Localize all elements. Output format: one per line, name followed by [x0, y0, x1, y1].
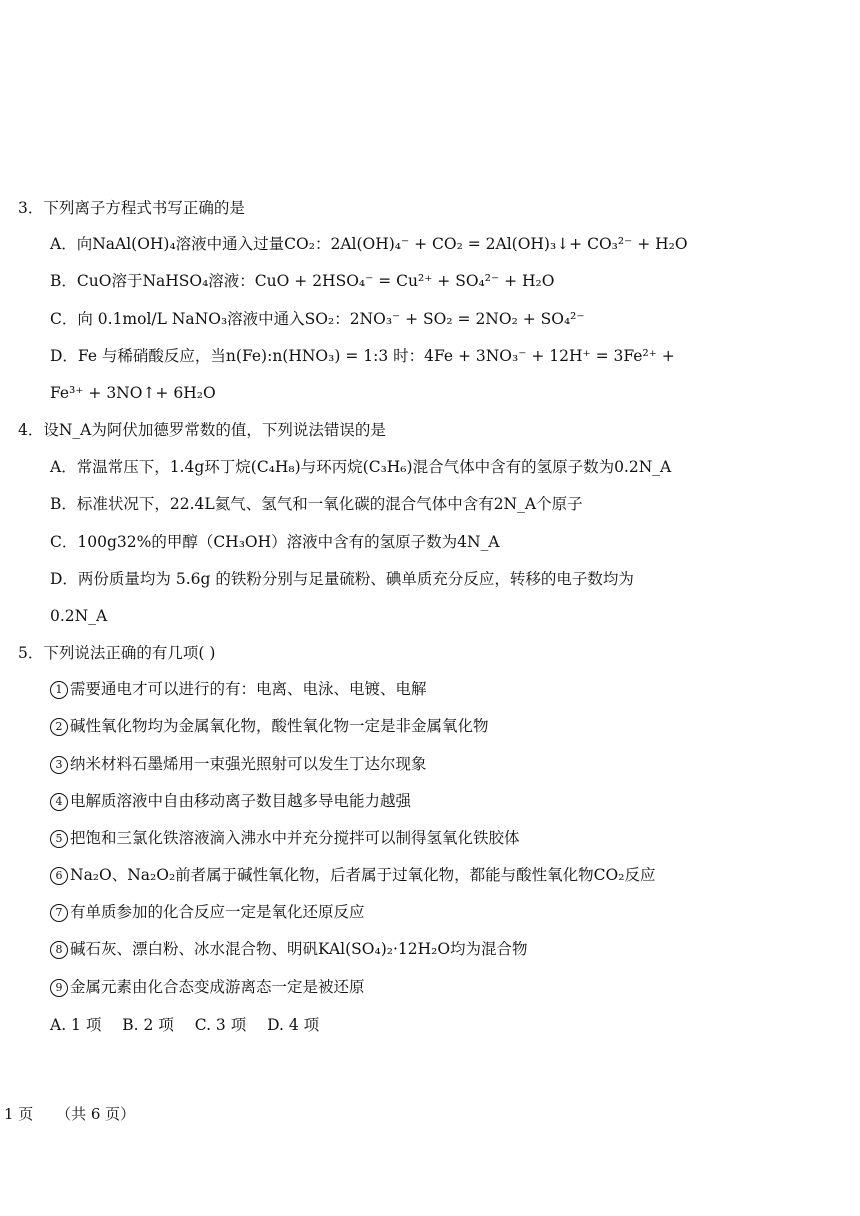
statement-4: [50, 789, 411, 813]
statement-6: [50, 863, 655, 887]
page-footer: [4, 1103, 153, 1124]
question-3-option-d-continued: Fe³⁺ + 3NO↑+ 6H₂O: [50, 384, 216, 402]
question-3-option-a: A．向NaAl(OH)₄溶液中通入过量CO₂：2Al(OH)₄⁻ + CO₂ = 2Al(OH)₃↓+ CO₃²⁻ + H₂O: [50, 235, 688, 253]
statement-5: [50, 826, 520, 850]
question-3-option-c: C．向 0.1mol/L NaNO₃溶液中通入SO₂：2NO₃⁻ + SO₂ = 2NO₂ + SO₄²⁻: [50, 310, 585, 328]
question-4-option-c: C．100g32%的甲醇（CH₃OH）溶液中含有的氢原子数为4N_A: [50, 533, 500, 551]
question-5-stem: 5．下列说法正确的有几项( ): [18, 644, 216, 662]
question-5-choices: [50, 1013, 335, 1037]
statement-9: [50, 975, 365, 999]
question-3-stem: 3．下列离子方程式书写正确的是: [18, 199, 245, 217]
choice-a: A. 1 项: [50, 1016, 102, 1034]
statement-number: 1: [50, 681, 68, 699]
statement-7: [50, 900, 365, 924]
statement-text: Na₂O、Na₂O₂前者属于碱性氧化物，后者属于过氧化物，都能与酸性氧化物CO₂反应: [70, 866, 656, 884]
question-3-option-d: D．Fe 与稀硝酸反应，当n(Fe):n(HNO₃) = 1:3 时：4Fe + 3NO₃⁻ + 12H⁺ = 3Fe²⁺ +: [50, 347, 675, 365]
statement-number: 7: [50, 904, 68, 922]
question-4-option-a: A．常温常压下，1.4g环丁烷(C₄H₈)与环丙烷(C₃H₆)混合气体中含有的氢原子数为0.2N_A: [50, 458, 672, 476]
statement-number: 4: [50, 793, 68, 811]
statement-text: 有单质参加的化合反应一定是氧化还原反应: [70, 903, 365, 921]
statement-number: 6: [50, 867, 68, 885]
statement-text: 金属元素由化合态变成游离态一定是被还原: [70, 978, 365, 996]
statement-number: 8: [50, 941, 68, 959]
statement-1: [50, 677, 427, 701]
statement-number: 5: [50, 830, 68, 848]
statement-number: 3: [50, 756, 68, 774]
choice-d: D. 4 项: [267, 1016, 320, 1034]
statement-number: 2: [50, 718, 68, 736]
statement-text: 需要通电才可以进行的有：电离、电泳、电镀、电解: [70, 680, 427, 698]
page-number: 1 页: [4, 1105, 34, 1123]
statement-text: 纳米材料石墨烯用一束强光照射可以发生丁达尔现象: [70, 755, 427, 773]
total-pages: （共 6 页）: [56, 1105, 136, 1123]
choice-c: C. 3 项: [194, 1016, 247, 1034]
statement-text: 把饱和三氯化铁溶液滴入沸水中并充分搅拌可以制得氢氧化铁胶体: [70, 829, 520, 847]
question-4-option-d-continued: 0.2N_A: [50, 607, 108, 625]
statement-text: 碱性氧化物均为金属氧化物，酸性氧化物一定是非金属氧化物: [70, 717, 489, 735]
choice-b: B. 2 项: [122, 1016, 174, 1034]
statement-8: [50, 937, 528, 961]
statement-text: 电解质溶液中自由移动离子数目越多导电能力越强: [70, 792, 412, 810]
statement-2: [50, 714, 489, 738]
question-3-option-b: B．CuO溶于NaHSO₄溶液：CuO + 2HSO₄⁻ = Cu²⁺ + SO₄²⁻ + H₂O: [50, 272, 555, 290]
statement-3: [50, 752, 427, 776]
question-4-option-b: B．标准状况下，22.4L氦气、氢气和一氧化碳的混合气体中含有2N_A个原子: [50, 495, 583, 513]
question-4-stem: 4．设N_A为阿伏加德罗常数的值，下列说法错误的是: [18, 421, 386, 439]
question-4-option-d: D．两份质量均为 5.6g 的铁粉分别与足量硫粉、碘单质充分反应，转移的电子数均为: [50, 570, 634, 588]
statement-number: 9: [50, 979, 68, 997]
statement-text: 碱石灰、漂白粉、冰水混合物、明矾KAl(SO₄)₂·12H₂O均为混合物: [70, 940, 528, 958]
